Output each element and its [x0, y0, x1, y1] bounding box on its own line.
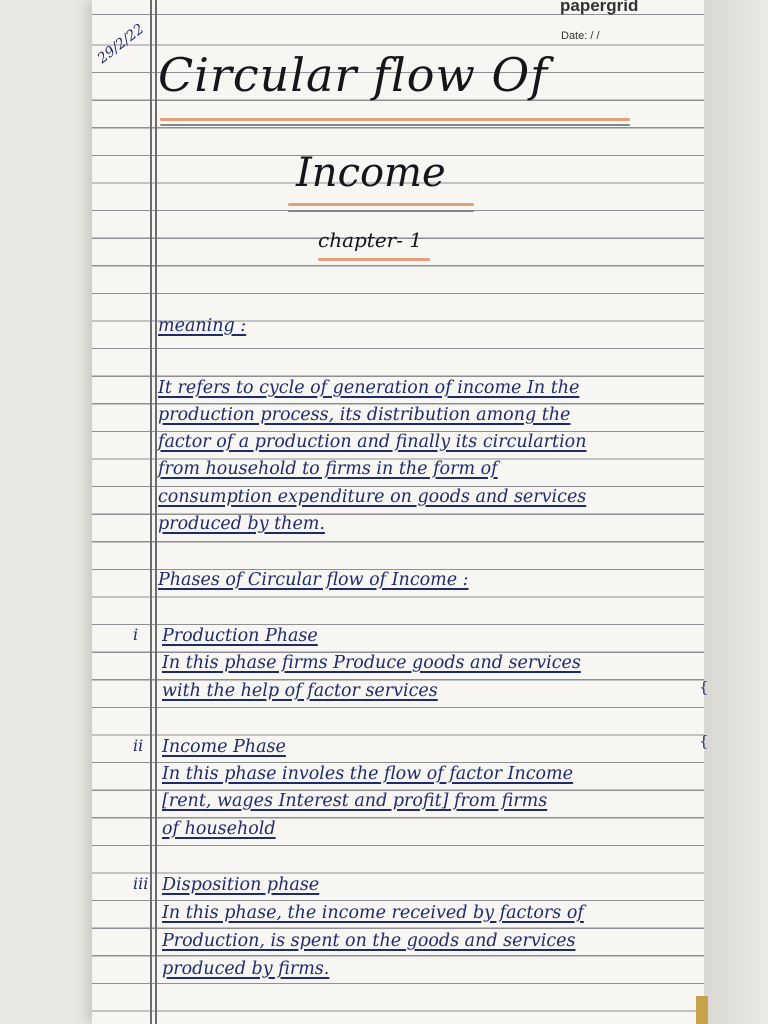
- margin-mark-1: {: [699, 678, 709, 696]
- phase-2-line-2: [rent, wages Interest and profit] from firms: [162, 791, 548, 811]
- chapter-underline: [318, 258, 430, 261]
- phase-2-line-1: In this phase involes the flow of factor Income: [162, 764, 574, 784]
- brand-logo: papergrid: [560, 0, 639, 15]
- phase-marker-1: i: [133, 625, 139, 644]
- meaning-line-3: factor of a production and finally its circulartion: [158, 432, 587, 452]
- phase-3-line-1: In this phase, the income received by factors of: [162, 903, 584, 923]
- meaning-line-5: consumption expenditure on goods and services: [158, 487, 587, 507]
- title-underline-1: [160, 118, 630, 121]
- meaning-heading: meaning :: [158, 316, 247, 336]
- phase-1-line-2: with the help of factor services: [162, 681, 438, 701]
- meaning-line-4: from household to firms in the form of: [158, 459, 498, 479]
- phase-marker-2: ii: [133, 736, 144, 755]
- title2-underline-2: [288, 210, 474, 212]
- page-tab: [696, 996, 708, 1024]
- phase-1-line-1: In this phase firms Produce goods and services: [162, 653, 581, 673]
- meaning-line-1: It refers to cycle of generation of income In the: [158, 378, 580, 398]
- phase-3-line-2: Production, is spent on the goods and services: [162, 931, 576, 951]
- date-label: Date: / /: [561, 30, 600, 42]
- written-date: 29/2/22: [94, 21, 148, 67]
- meaning-line-6: produced by them.: [158, 514, 325, 534]
- page-edge: [704, 0, 768, 1024]
- phase-1-title: Production Phase: [162, 626, 318, 646]
- title-line-1: Circular flow Of: [158, 48, 549, 102]
- chapter-label: chapter- 1: [318, 228, 423, 252]
- title2-underline-1: [288, 203, 474, 206]
- margin-line-right: [155, 0, 157, 1024]
- phase-3-title: Disposition phase: [162, 875, 320, 895]
- margin-line-left: [150, 0, 152, 1024]
- margin-mark-2: {: [699, 732, 709, 750]
- meaning-line-2: production process, its distribution among the: [158, 405, 571, 425]
- phase-2-line-3: of household: [162, 819, 276, 839]
- phase-2-title: Income Phase: [162, 737, 286, 757]
- title-line-2: Income: [296, 150, 446, 196]
- title-underline-2: [160, 124, 630, 126]
- phase-3-line-3: produced by firms.: [162, 959, 330, 979]
- phase-marker-3: iii: [133, 874, 149, 893]
- phases-heading: Phases of Circular flow of Income :: [158, 570, 469, 590]
